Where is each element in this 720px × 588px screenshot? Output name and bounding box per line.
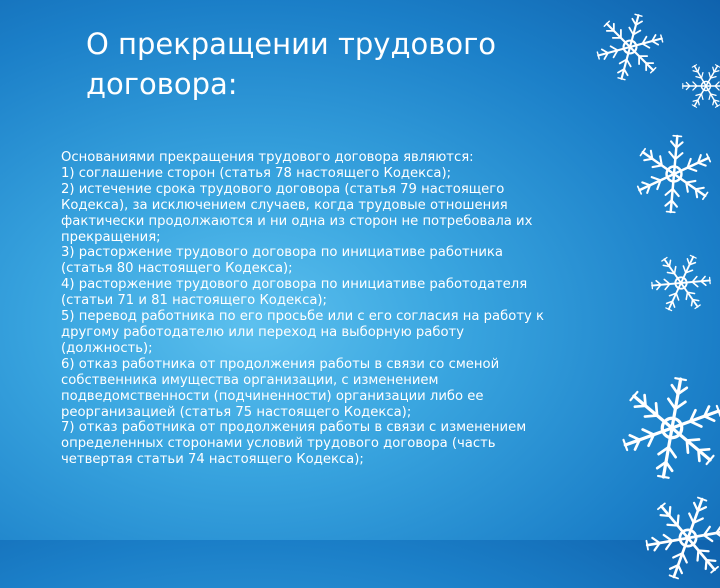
body-line: Основаниями прекращения трудового договора являются: [61,150,474,165]
body-line: фактически продолжаются и ни одна из сторон не потребовала их [61,213,533,229]
slide-title-line: О прекращении трудового [86,27,497,61]
snowflake-icon [638,488,720,588]
body-line: другому работодателю или переход на выборную работу [61,324,465,340]
snowflake-icon [588,5,672,89]
body-line: подведомственности (подчиненности) организации либо ее [61,388,484,404]
body-line: (статьи 71 и 81 настоящего Кодекса); [61,293,327,309]
slide-title [86,24,566,104]
body-line: 5) перевод работника по его просьбе или с его согласия на работу к [61,309,544,325]
body-line: 4) расторжение трудового договора по инициативе работодателя [61,277,528,293]
body-line: реорганизацией (статья 75 настоящего Кодекса); [61,404,412,420]
body-line: 2) истечение срока трудового договора (статья 79 настоящего [61,181,505,197]
body-line: (должность); [61,340,153,356]
body-line: 6) отказ работника от продолжения работы в связи со сменой [61,356,500,372]
body-line: 7) отказ работника от продолжения работы в связи с изменением [61,420,527,436]
body-line: (статья 80 настоящего Кодекса); [61,261,293,277]
body-line: четвертая статьи 74 настоящего Кодекса); [61,452,364,468]
body-line: прекращения; [61,229,161,245]
body-line: 3) расторжение трудового договора по инициативе работника [61,245,503,261]
body-line: 1) соглашение сторон (статья 78 настоящего Кодекса); [61,165,452,181]
slide-body [61,150,681,468]
snowflake-icon [678,58,720,114]
slide-title-line: договора: [86,67,238,101]
body-line: Кодекса), за исключением случаев, когда трудовые отношения [61,197,508,213]
body-line: собственника имущества организации, с изменением [61,372,439,388]
body-line: определенных сторонами условий трудового договора (часть [61,436,496,452]
